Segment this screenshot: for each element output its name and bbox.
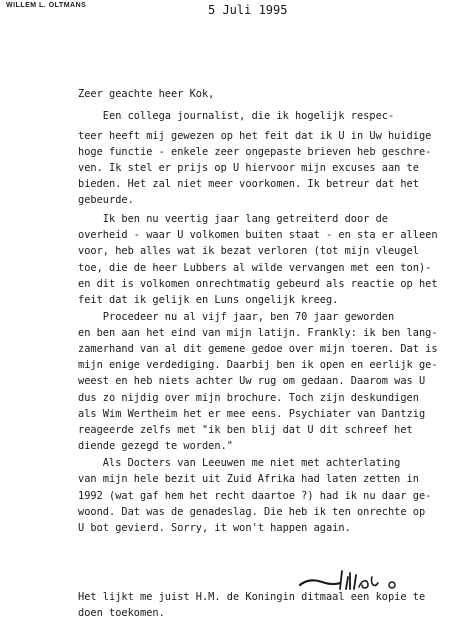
letter-line: zamerhand van al dit gemene gedoe over mijn toeren. Dat is	[78, 343, 438, 355]
letter-line: ven. Ik stel er prijs op U hiervoor mijn excuses aan te	[78, 162, 419, 174]
letter-line: Procedeer nu al vijf jaar, ben 70 jaar geworden	[78, 311, 395, 323]
letter-line: bieden. Het zal niet meer voorkomen. Ik betreur dat het	[78, 178, 419, 190]
letter-line: Zeer geachte heer Kok,	[78, 88, 215, 100]
letter-line: als Wim Wertheim het er mee eens. Psychiater van Dantzig	[78, 408, 426, 420]
letter-line: overheid - waar U volkomen buiten staat - en sta er alleen	[78, 229, 438, 241]
letter-line: U bot gevierd. Sorry, it won't happen again.	[78, 522, 351, 534]
letter-line: feit dat ik gelijk en Luns ongelijk kreeg.	[78, 294, 339, 306]
letter-line: 1992 (wat gaf hem het recht daartoe ?) had ik nu daar ge-	[78, 490, 432, 502]
letter-line: en dit is volkomen onrechtmatig gebeurd als reactie op het	[78, 278, 438, 290]
letter-line: Ik ben nu veertig jaar lang getreiterd door de	[78, 213, 388, 225]
signature	[296, 565, 406, 593]
letter-line: Een collega journalist, die ik hogelijk respec-	[78, 110, 395, 122]
letter-line: hoge functie - enkele zeer ongepaste brieven heb geschre-	[78, 146, 432, 158]
letter-line: teer heeft mij gewezen op het feit dat ik U in Uw huidige	[78, 130, 432, 142]
letter-line: diende gezegd te worden."	[78, 440, 233, 452]
letterhead: WILLEM L. OLTMANS	[6, 2, 87, 9]
letter-line: Het lijkt me juist H.M. de Koningin ditmaal een kopie te	[78, 591, 426, 603]
letter-line: reageerde zelfs met "ik ben blij dat U dit schreef het	[78, 424, 413, 436]
letter-line: en ben aan het eind van mijn latijn. Frankly: ik ben lang-	[78, 327, 438, 339]
letter-line: dus zo nijdig over mijn brochure. Toch zijn deskundigen	[78, 392, 419, 404]
letter-line: toe, die de heer Lubbers al wilde vervangen met een ton)-	[78, 262, 432, 274]
letter-line: van mijn hele bezit uit Zuid Afrika had laten zetten in	[78, 473, 419, 485]
letter-line: weest en heb niets achter Uw rug om gedaan. Daarom was U	[78, 375, 426, 387]
letter-line: Als Docters van Leeuwen me niet met achterlating	[78, 457, 401, 469]
letter-line: mijn enige verdediging. Daarbij ben ik open en eerlijk ge-	[78, 359, 438, 371]
letter-line: gebeurde.	[78, 194, 134, 206]
letter-line: woond. Dat was de genadeslag. Die heb ik ten onrechte op	[78, 506, 426, 518]
letter-date: 5 Juli 1995	[208, 3, 288, 17]
letter-line: doen toekomen.	[78, 607, 165, 619]
letter-line: voor, heb alles wat ik bezat verloren (tot mijn vleugel	[78, 245, 419, 257]
